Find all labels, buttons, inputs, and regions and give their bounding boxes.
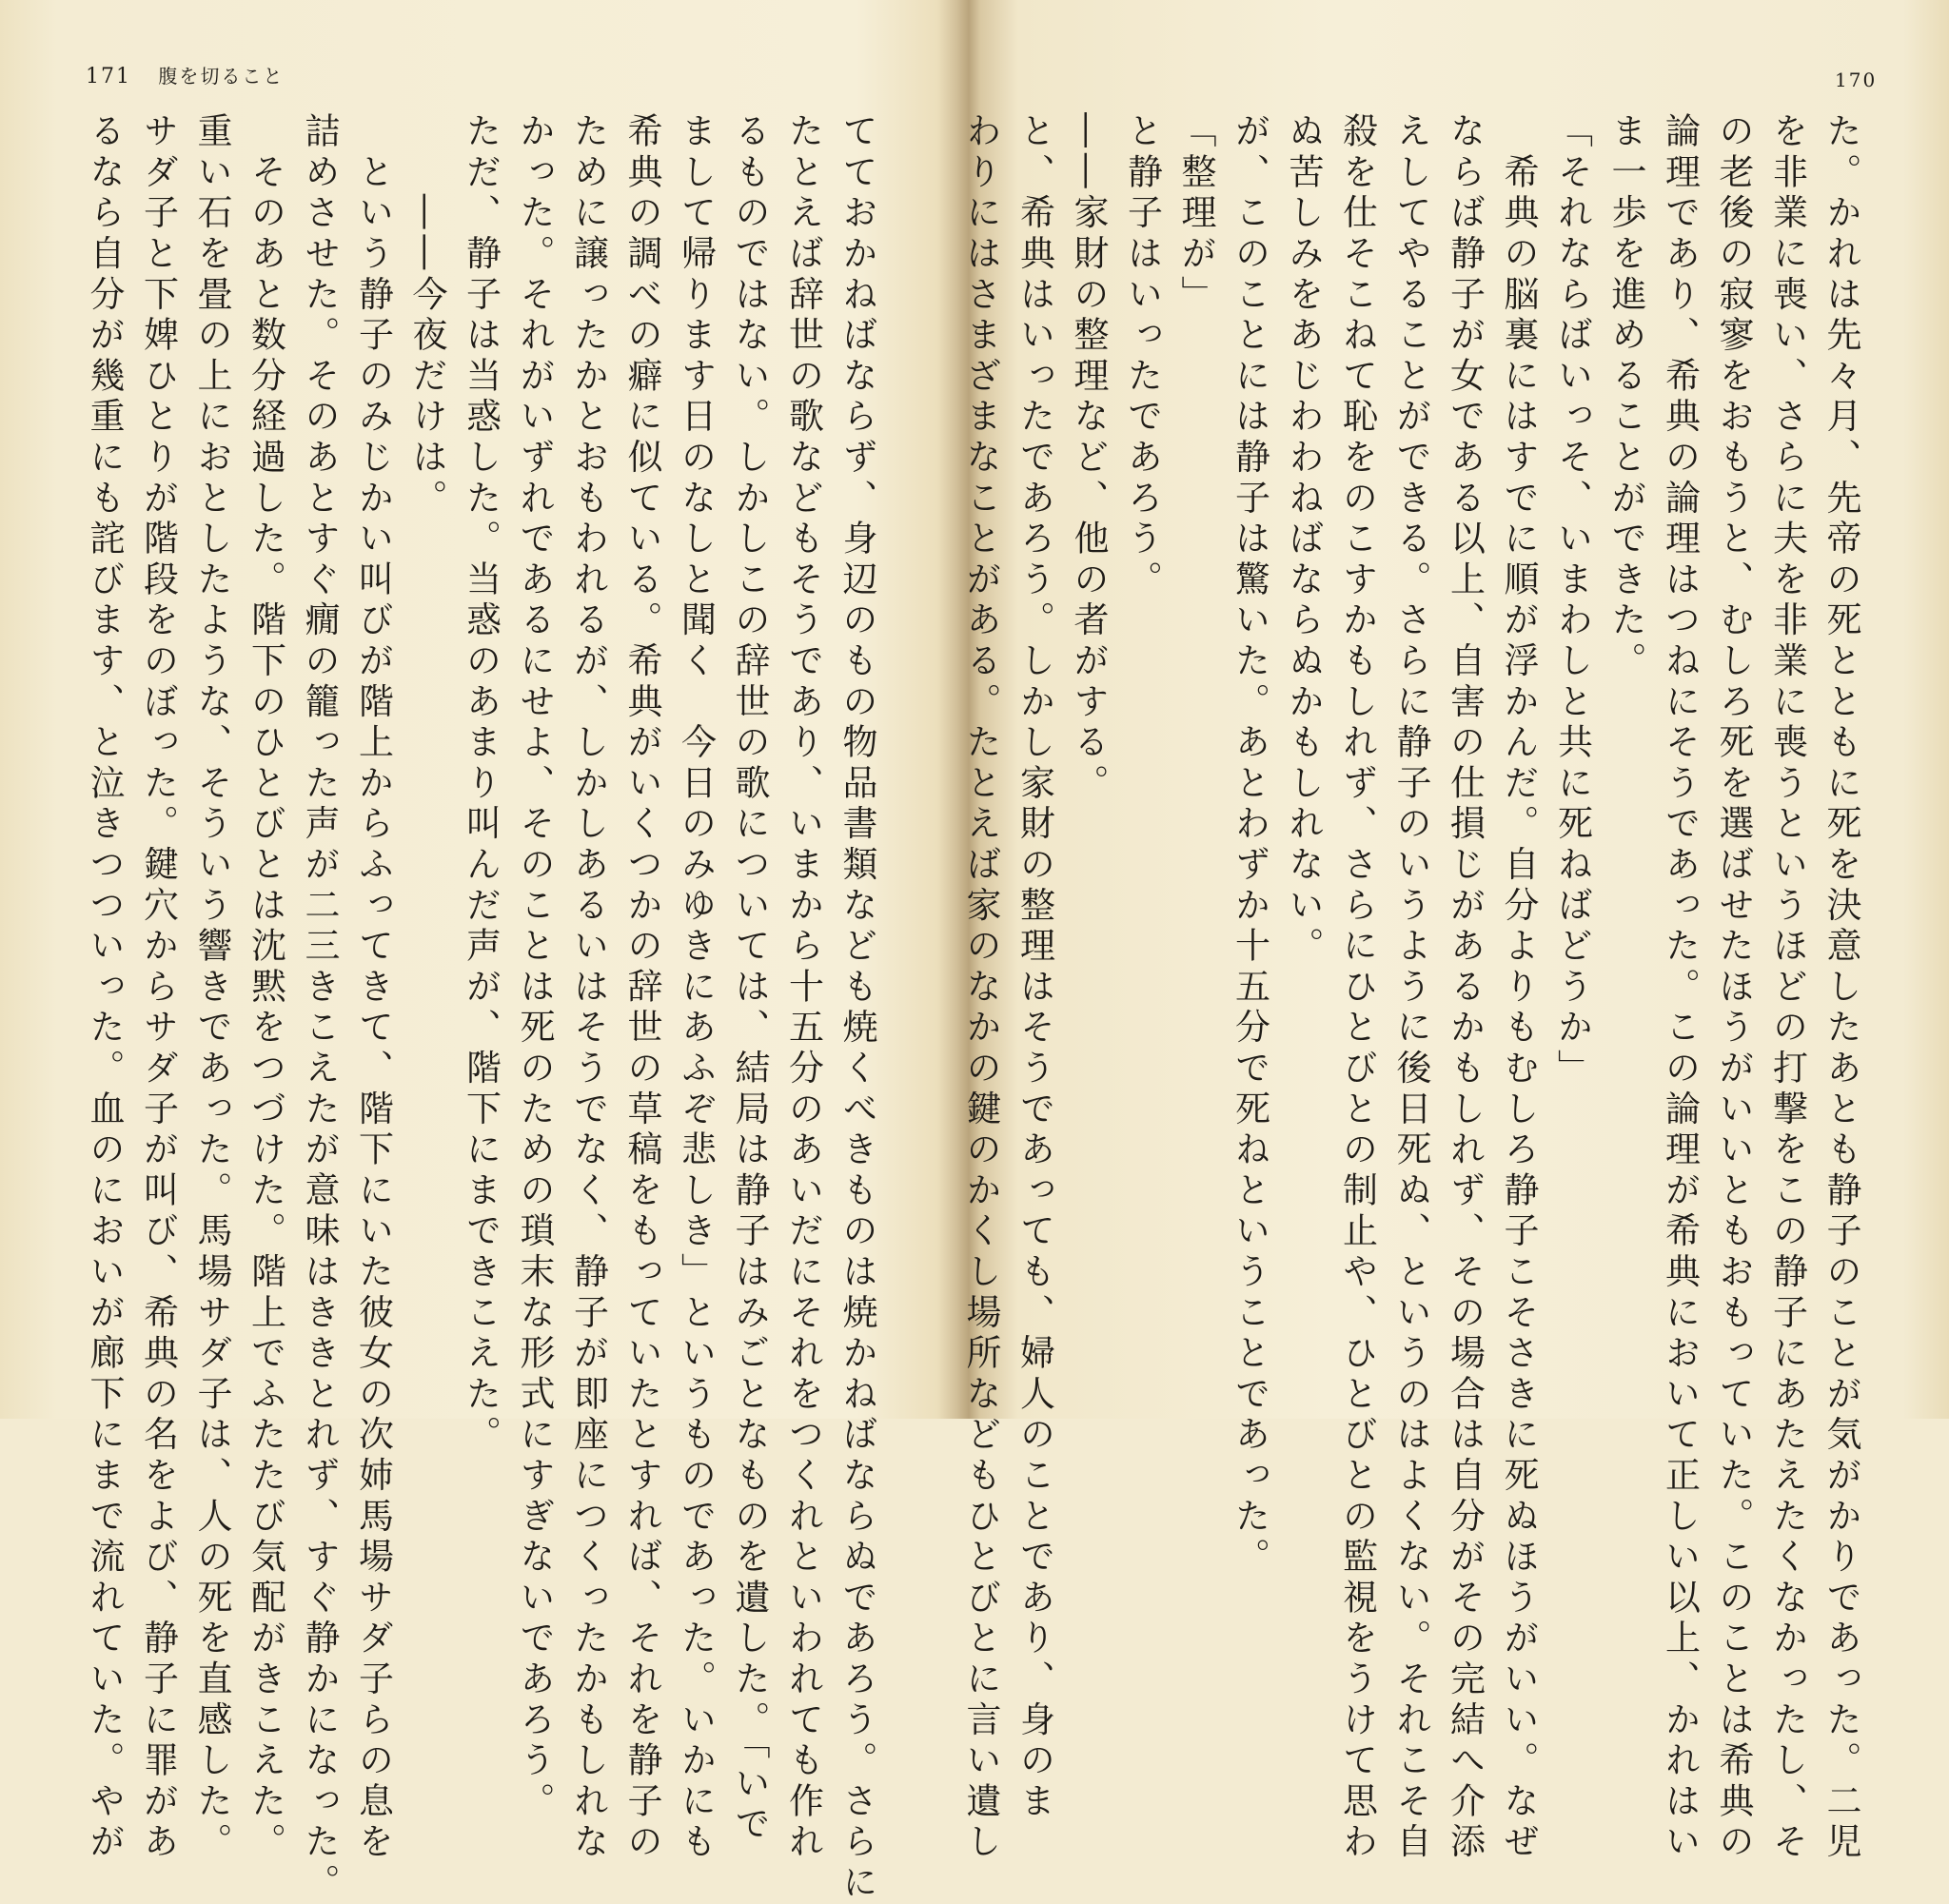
left-page-number: 171: [86, 65, 131, 88]
text-line: かった。それがいずれであるにせよ、そのことは死のための瑣末な形式にすぎないであろう。: [514, 112, 555, 1823]
text-line: と静子はいったであろう。: [1121, 112, 1163, 601]
right-page-number: 170: [1835, 69, 1878, 91]
text-line: ま一歩を進めることができた。: [1605, 112, 1646, 683]
text-line: ために譲ったかとおもわれるが、しかしあるいはそうでなく、静子が即座につくったかもしれな: [567, 112, 609, 1864]
text-line: たとえば辞世の歌などもそうであり、いまから十五分のあいだにそれをつくれといわれても作れ: [782, 112, 824, 1864]
text-line: わりにはさまざまなことがある。たとえば家のなかの鍵のかくし場所などもひとびとに言い遺し: [960, 112, 1001, 1864]
text-line: 「整理が」: [1175, 112, 1216, 316]
text-line: という静子のみじかい叫びが階上からふってきて、階下にいた彼女の次姉馬場サダ子らの息を: [352, 112, 394, 1864]
text-line: の老後の寂寥をおもうと、むしろ死を選ばせたほうがいいともおもっていた。このことは希典の: [1713, 112, 1754, 1864]
text-line: えしてやることができる。さらに静子のいうように後日死ぬ、というのはよくない。それこそ自: [1390, 112, 1431, 1864]
text-line: サダ子と下婢ひとりが階段をのぼった。鍵穴からサダ子が叫び、希典の名をよび、静子に罪があ: [137, 112, 179, 1864]
text-line: 重い石を畳の上におとしたような、そういう響きであった。馬場サダ子は、人の死を直感した。: [191, 112, 232, 1864]
text-line: を非業に喪い、さらに夫を非業に喪うというほどの打撃をこの静子にあたえたくなかったし、そ: [1766, 112, 1808, 1864]
text-line: と、希典はいったであろう。しかし家財の整理はそうであっても、婦人のことであり、身のま: [1014, 112, 1055, 1823]
text-line: 希典の調べの癖に似ている。希典がいくつかの辞世の草稿をもっていたとすれば、それを静子の: [621, 112, 662, 1864]
text-line: 希典の脳裏にはすでに順が浮かんだ。自分よりもむしろ静子こそさきに死ぬほうがいい。なぜ: [1498, 112, 1539, 1864]
text-line: 「それならばいっそ、いまわしと共に死ねばどうか」: [1551, 112, 1593, 1090]
running-head: 腹を切ること: [158, 65, 285, 88]
text-line: るなら自分が幾重にも詫びます、と泣きつついった。血のにおいが廊下にまで流れていた。やが: [84, 112, 125, 1864]
left-page-text: [84, 112, 883, 1904]
text-line: るものではない。しかしこの辞世の歌については、結局は静子はみごとなものを遺した。「いで: [729, 112, 770, 1846]
text-line: 論理であり、希典の論理はつねにそうであった。この論理が希典において正しい以上、かれはい: [1659, 112, 1701, 1864]
text-line: た。かれは先々月、先帝の死とともに死を決意したあとも静子のことが気がかりであった。二児: [1821, 112, 1861, 1864]
text-line: が、このことには静子は驚いた。あとわずか十五分で死ねということであった。: [1229, 112, 1270, 1579]
text-line: ただ、静子は当惑した。当惑のあまり叫んだ声が、階下にまできこえた。: [460, 112, 502, 1457]
text-line: そのあと数分経過した。階下のひとびとは沈黙をつづけた。階上でふたたび気配がきこえた。: [245, 112, 286, 1864]
text-line: 詰めさせた。そのあとすぐ癇の籠った声が二三きこえたが意味はききとれず、すぐ静かになった。: [299, 112, 340, 1904]
text-line: ――家財の整理など、他の者がする。: [1068, 112, 1109, 805]
text-line: ならば静子が女である以上、自害の仕損じがあるかもしれず、その場合は自分がその完結へ介添: [1444, 112, 1486, 1864]
text-line: ぬ苦しみをあじわわねばならぬかもしれない。: [1283, 112, 1324, 968]
text-line: まして帰ります日のなしと聞く 今日のみゆきにあふぞ悲しき」というものであった。いかにも: [675, 112, 717, 1864]
text-line: 殺を仕そこねて恥をのこすかもしれず、さらにひとびとの制止や、ひとびとの監視をうけて思わ: [1336, 112, 1378, 1864]
right-page-text: [960, 112, 1867, 1864]
text-line: てておかねばならず、身辺のもの物品書類なども焼くべきものは焼かねばならぬであろう。さらに: [837, 112, 877, 1904]
left-page-header: [86, 61, 284, 88]
text-line: ――今夜だけは。: [406, 112, 447, 520]
